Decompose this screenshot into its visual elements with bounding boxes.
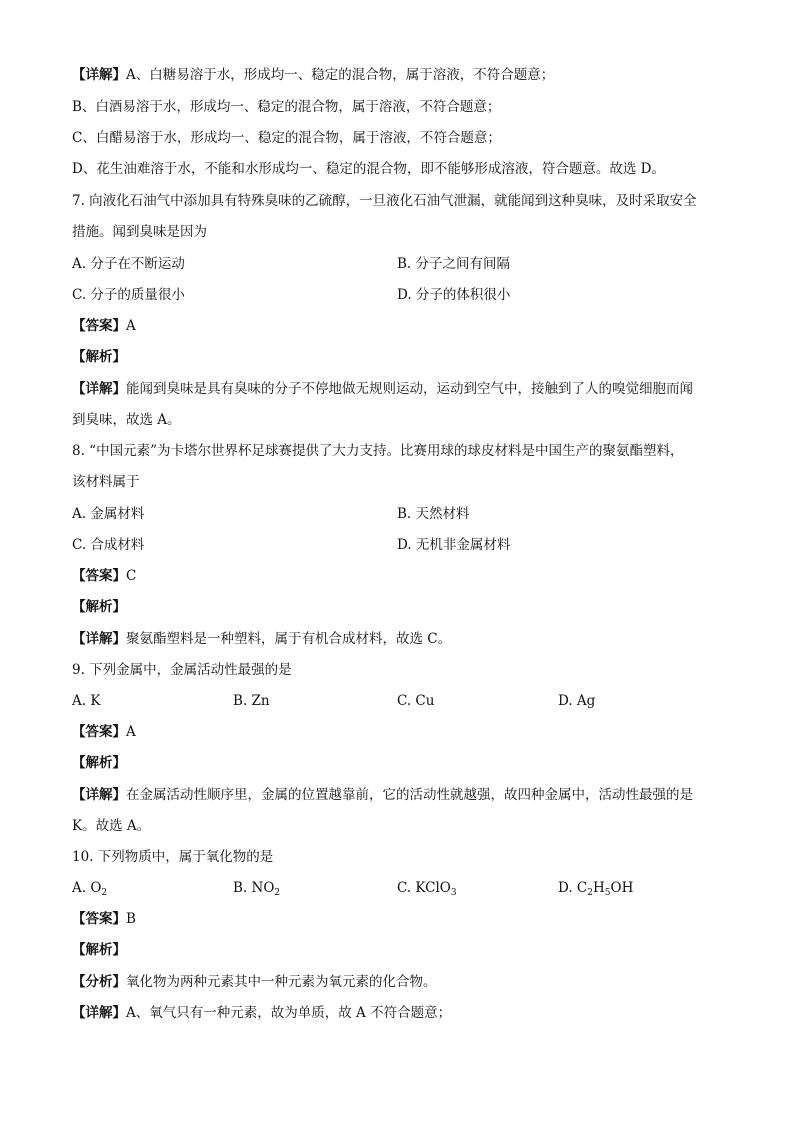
q9-explain-line1: 【详解】在金属活动性顺序里，金属的位置越靠前，它的活动性就越强，故四种金属中，活动性最强的是	[72, 787, 693, 803]
q7-explain-line1: 【详解】能闻到臭味是具有臭味的分子不停地做无规则运动，运动到空气中，接触到了人的嗅觉细胞而闻	[72, 381, 693, 397]
q9-answer: 【答案】A	[72, 724, 136, 740]
q10-option-a: A. $O_2$	[72, 880, 108, 898]
q7-stem-line2: 措施。闻到臭味是因为	[72, 224, 207, 240]
q7-option-b: B. 分子之间有间隔	[397, 256, 511, 272]
q6-explain-c: C、白醋易溶于水，形成均一、稳定的混合物，属于溶液，不符合题意；	[72, 130, 501, 146]
q9-option-a: A. K	[72, 693, 101, 709]
q9-option-c: C. Cu	[397, 693, 435, 709]
q6-explain-a: 【详解】A、白糖易溶于水，形成均一、稳定的混合物，属于溶液，不符合题意；	[72, 67, 555, 83]
q9-explain-line2: K。故选 A。	[72, 818, 151, 834]
q7-option-c: C. 分子的质量很小	[72, 287, 185, 303]
q8-option-d: D. 无机非金属材料	[397, 537, 511, 553]
q8-answer: 【答案】C	[72, 568, 137, 584]
explain-tag: 【详解】	[72, 67, 126, 83]
q9-option-d: D. Ag	[558, 693, 596, 709]
answer-tag: 【答案】	[72, 911, 126, 927]
explain-tag: 【详解】	[72, 381, 126, 397]
q7-option-d: D. 分子的体积很小	[397, 287, 511, 303]
q8-option-a: A. 金属材料	[72, 506, 145, 522]
q7-stem-line1: 7. 向液化石油气中添加具有特殊臭味的乙硫醇，一旦液化石油气泄漏，就能闻到这种臭味，及时采取安全	[72, 193, 697, 209]
explain-tag: 【详解】	[72, 787, 126, 803]
q9-stem: 9. 下列金属中，金属活动性最强的是	[72, 662, 292, 678]
answer-tag: 【答案】	[72, 568, 126, 584]
q10-option-d: D. $C_2H_5OH$	[558, 880, 634, 898]
q9-option-b: B. Zn	[233, 693, 270, 709]
q9-analysis-heading: 【解析】	[72, 755, 126, 771]
q8-analysis-heading: 【解析】	[72, 599, 126, 615]
q8-option-c: C. 合成材料	[72, 537, 145, 553]
q10-option-b: B. $NO_2$	[233, 880, 281, 898]
q10-fenxi: 【分析】氧化物为两种元素其中一种元素为氧元素的化合物。	[72, 974, 437, 990]
explain-tag: 【详解】	[72, 1005, 126, 1021]
q10-stem: 10. 下列物质中，属于氧化物的是	[72, 849, 274, 865]
q7-explain-line2: 到臭味，故选 A。	[72, 412, 181, 428]
q10-analysis-heading: 【解析】	[72, 942, 126, 958]
q10-option-c: C. KClO$_3$	[397, 880, 457, 898]
q6-explain-d: D、花生油难溶于水，不能和水形成均一、稳定的混合物，即不能够形成溶液，符合题意。故选 D。	[72, 161, 665, 177]
explain-tag: 【详解】	[72, 631, 126, 647]
q10-explain-line1: 【详解】A、氧气只有一种元素，故为单质，故 A 不符合题意；	[72, 1005, 452, 1021]
q8-explain-line1: 【详解】聚氨酯塑料是一种塑料，属于有机合成材料，故选 C。	[72, 631, 452, 647]
q8-stem-line1: 8. “中国元素”为卡塔尔世界杯足球赛提供了大力支持。比赛用球的球皮材料是中国生产的聚氨酯塑料，	[72, 443, 684, 459]
answer-tag: 【答案】	[72, 724, 126, 740]
q8-option-b: B. 天然材料	[397, 506, 470, 522]
q7-analysis-heading: 【解析】	[72, 349, 126, 365]
q6-explain-b: B、白酒易溶于水，形成均一、稳定的混合物，属于溶液，不符合题意；	[72, 99, 501, 115]
answer-tag: 【答案】	[72, 318, 126, 334]
q10-answer: 【答案】B	[72, 911, 136, 927]
q7-answer: 【答案】A	[72, 318, 136, 334]
q7-option-a: A. 分子在不断运动	[72, 256, 185, 272]
fenxi-tag: 【分析】	[72, 974, 126, 990]
q8-stem-line2: 该材料属于	[72, 474, 140, 490]
